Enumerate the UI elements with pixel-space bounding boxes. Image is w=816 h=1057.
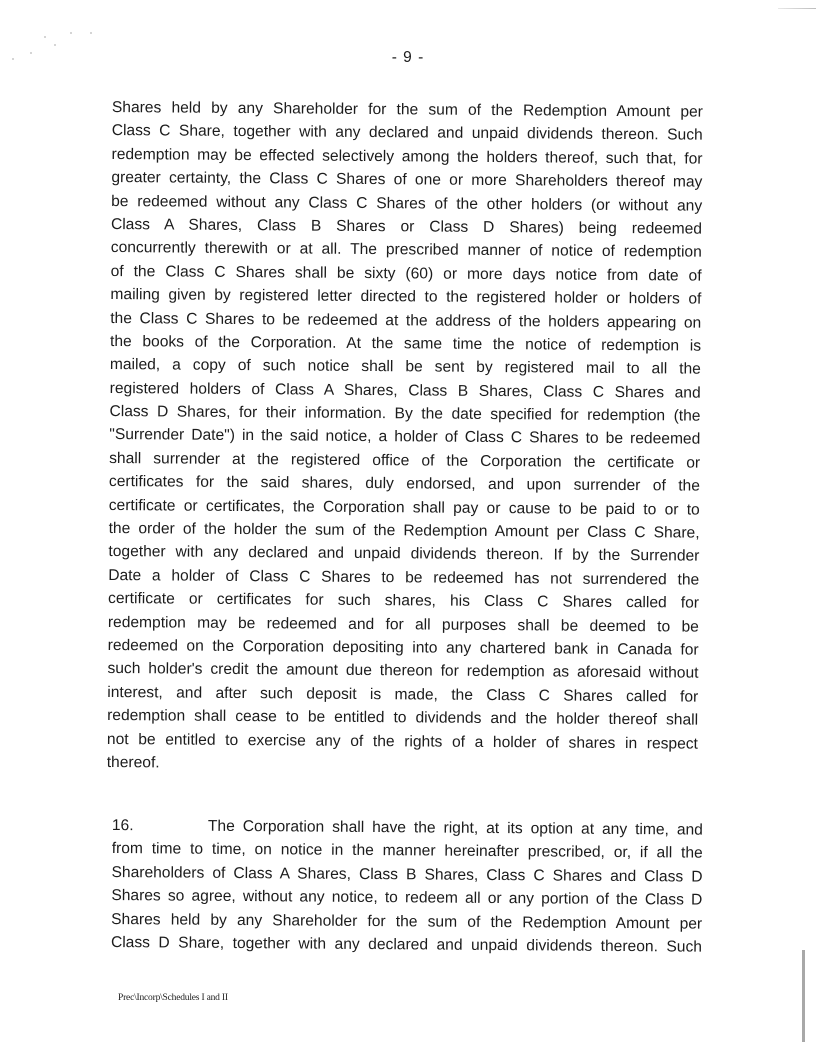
text-line: shall surrender at the registered office of the Corporation the certificate or	[109, 449, 701, 472]
text-line: Shares held by any Shareholder for the sum of the Redemption Amount per	[111, 98, 703, 121]
text-line: the order of the holder the sum of the Redemption Amount per Class C Share,	[108, 520, 700, 542]
text-line: redemption shall cease to be entitled to dividends and the holder thereof shall	[107, 707, 699, 729]
text-line: interest, and after such deposit is made, the Class C Shares called for	[107, 683, 699, 706]
text-line: Shareholders of Class A Shares, Class B Shares, Class C Shares and Class D	[111, 863, 703, 886]
paragraph-class-c-redemption	[107, 96, 703, 779]
text-line: Date a holder of Class C Shares to be redeemed has not surrendered the	[108, 566, 700, 589]
text-line: thereof.	[106, 753, 160, 772]
text-line: Class D Shares, for their information. By the date specified for redemption (the	[109, 403, 701, 425]
text-line: certificate or certificates, the Corporation shall pay or cause to be paid to or to	[108, 496, 700, 519]
text-line: Class D Share, together with any declared and unpaid dividends thereon. Such	[110, 933, 703, 956]
text-line: mailing given by registered letter directed to the registered holder or holders of	[110, 286, 702, 308]
text-line: together with any declared and unpaid dividends thereon. If by the Surrender	[108, 543, 700, 566]
section-16-class-d-redemption	[111, 814, 703, 959]
page-number: - 9 -	[391, 49, 425, 66]
text-line: redemption may be redeemed and for all purposes shall be deemed to be	[107, 613, 699, 636]
text-line: Class A Shares, Class B Shares or Class D Shares) being redeemed	[110, 215, 703, 238]
text-line: the books of the Corporation. At the same time the notice of redemption is	[110, 332, 702, 355]
scan-speck	[54, 44, 56, 46]
scan-speck	[70, 32, 72, 34]
text-line: registered holders of Class A Shares, Class B Shares, Class C Shares and	[109, 379, 701, 402]
text-line: mailed, a copy of such notice shall be sent by registered mail to all the	[109, 356, 701, 378]
text-line: of the Class C Shares shall be sixty (60) or more days notice from date of	[110, 262, 702, 285]
text-line: the Class C Shares to be redeemed at the address of the holders appearing on	[110, 309, 702, 332]
text-line: "Surrender Date") in the said notice, a holder of Class C Shares to be redeemed	[109, 426, 701, 449]
text-line: not be entitled to exercise any of the rights of a holder of shares in respect	[106, 730, 698, 753]
text-line: The Corporation shall have the right, at its option at any time, and	[207, 817, 703, 839]
text-line: Class C Share, together with any declared and unpaid dividends thereon. Such	[111, 122, 703, 145]
text-line: redeemed on the Corporation depositing into any chartered bank in Canada for	[107, 636, 699, 659]
footer-document-path: Prec\Incorp\Schedules I and II	[118, 993, 228, 1003]
scan-edge-mark	[778, 8, 816, 9]
text-line: redemption may be effected selectively among the holders thereof, such that, for	[111, 145, 703, 168]
text-line: such holder's credit the amount due thereon for redemption as aforesaid without	[107, 660, 699, 682]
text-line: Shares so agree, without any notice, to redeem all or any portion of the Class D	[111, 887, 703, 909]
text-line: certificate or certificates for such shares, his Class C Shares called for	[107, 590, 700, 612]
scan-speck	[90, 32, 92, 34]
scan-speck	[44, 36, 46, 38]
section-number: 16.	[111, 816, 134, 835]
text-line: from time to time, on notice in the manner hereinafter prescribed, or, if all the	[111, 840, 703, 863]
text-line: certificates for the said shares, duly endorsed, and upon surrender of the	[108, 473, 701, 495]
text-line: Shares held by any Shareholder for the sum of the Redemption Amount per	[111, 910, 703, 933]
text-line: be redeemed without any Class C Shares of the other holders (or without any	[111, 192, 703, 215]
scan-edge-mark	[802, 950, 805, 1042]
text-line: concurrently therewith or at all. The prescribed manner of notice of redemption	[110, 239, 702, 261]
text-line: greater certainty, the Class C Shares of one or more Shareholders thereof may	[111, 169, 703, 191]
